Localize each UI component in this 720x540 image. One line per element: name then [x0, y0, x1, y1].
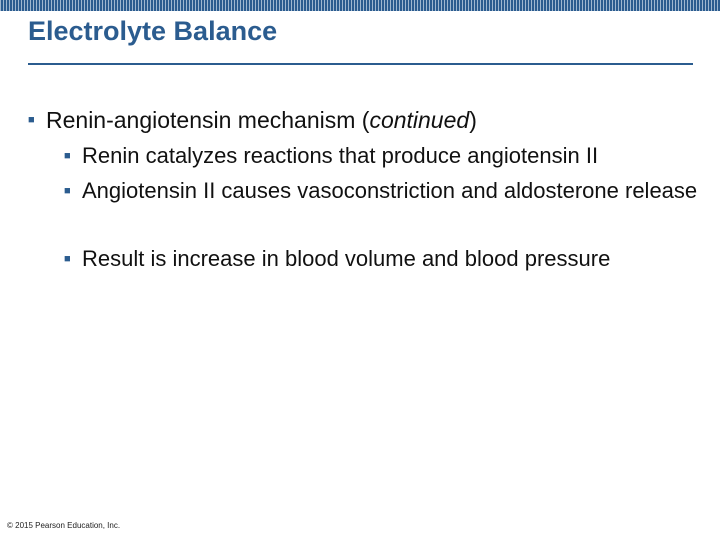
- bullet-text-italic: continued: [369, 107, 470, 133]
- sub-bullet-item: [64, 140, 704, 172]
- square-bullet-icon: ■: [64, 253, 71, 265]
- sub-bullet-item: [64, 243, 704, 275]
- slide-title: Electrolyte Balance: [28, 16, 278, 46]
- sub-bullet-text: Result is increase in blood volume and blood pressure: [82, 246, 611, 271]
- sub-bullet-item: [64, 175, 704, 207]
- bullet-text-end: ): [469, 107, 477, 133]
- square-bullet-icon: ■: [28, 114, 35, 126]
- square-bullet-icon: ■: [64, 185, 71, 197]
- bullet-item: [28, 104, 698, 136]
- sub-bullet-text: Angiotensin II causes vasoconstriction and aldosterone release: [82, 178, 698, 203]
- copyright-footer: © 2015 Pearson Education, Inc.: [7, 521, 121, 530]
- sub-bullet-text: Renin catalyzes reactions that produce angiotensin II: [82, 143, 599, 168]
- top-decorative-stripe: [0, 0, 720, 11]
- bullet-text: [46, 104, 477, 136]
- bullet-text-start: Renin-angiotensin mechanism (: [46, 107, 370, 133]
- title-divider: [28, 63, 693, 65]
- square-bullet-icon: ■: [64, 150, 71, 162]
